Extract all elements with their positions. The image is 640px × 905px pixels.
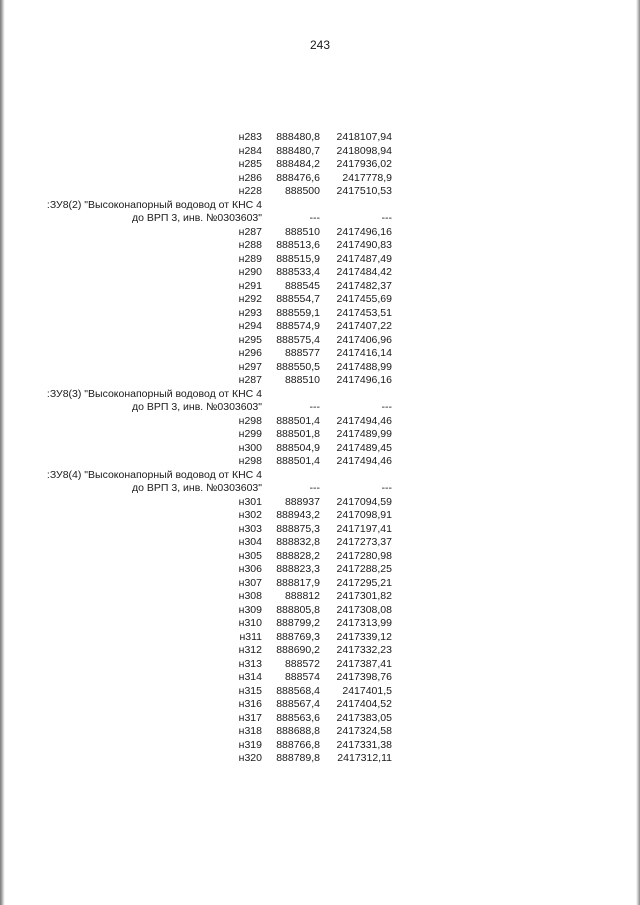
point-id: н289	[238, 252, 262, 265]
x-coordinate: 888545	[284, 279, 320, 292]
x-coordinate: 888510	[284, 225, 320, 238]
table-row	[0, 725, 640, 739]
point-id: н303	[238, 522, 262, 535]
y-coordinate: 2417490,83	[336, 239, 392, 251]
y-coordinate: 2417406,96	[336, 333, 392, 346]
point-id: н287	[238, 374, 262, 386]
point-id: н317	[238, 711, 262, 724]
y-coordinate: 2417936,02	[336, 158, 392, 170]
y-coordinate: 2417494,46	[336, 455, 392, 467]
point-id: н288	[238, 239, 262, 251]
y-coordinate: 2417404,52	[336, 698, 392, 710]
table-row	[0, 145, 640, 159]
y-coordinate: 2417098,91	[336, 509, 392, 521]
table-row	[0, 320, 640, 334]
point-id: н301	[238, 495, 262, 508]
section-title-row	[0, 482, 640, 496]
x-coordinate: 888504,9	[276, 441, 320, 454]
table-row	[0, 617, 640, 631]
table-row	[0, 253, 640, 267]
point-id: н291	[238, 279, 262, 292]
y-coordinate: 2417280,98	[336, 549, 392, 562]
y-coordinate: 2417339,12	[336, 630, 392, 643]
table-row	[0, 712, 640, 726]
section-title-row	[0, 388, 640, 402]
table-row	[0, 442, 640, 456]
point-id: н305	[238, 549, 262, 562]
x-coordinate: 888789,8	[276, 752, 320, 764]
point-id: н293	[238, 306, 262, 319]
section-title-continued: до ВРП 3, инв. №0303603"	[132, 482, 262, 494]
x-coordinate: 888513,6	[276, 239, 320, 251]
x-coordinate: 888563,6	[276, 711, 320, 724]
y-coordinate: 2417494,46	[336, 414, 392, 427]
table-row	[0, 455, 640, 469]
point-id: н309	[238, 603, 262, 616]
point-id: н292	[238, 293, 262, 305]
y-coordinate: 2417489,99	[336, 428, 392, 440]
section-title-row	[0, 199, 640, 213]
table-row	[0, 266, 640, 280]
point-id: н310	[238, 617, 262, 629]
x-coordinate: 888832,8	[276, 536, 320, 548]
table-row	[0, 752, 640, 766]
point-id: н285	[238, 158, 262, 170]
y-coordinate: 2417094,59	[336, 495, 392, 508]
point-id: н297	[238, 360, 262, 373]
x-placeholder: ---	[309, 482, 320, 494]
x-coordinate: 888515,9	[276, 252, 320, 265]
point-id: н299	[238, 428, 262, 440]
y-placeholder: ---	[381, 212, 392, 224]
y-coordinate: 2417484,42	[336, 266, 392, 278]
y-coordinate: 2417489,45	[336, 441, 392, 454]
y-coordinate: 2417197,41	[336, 522, 392, 535]
table-row	[0, 158, 640, 172]
section-title: :ЗУ8(3) "Высоконапорный водовод от КНС 4	[46, 387, 262, 400]
table-row	[0, 415, 640, 429]
x-coordinate: 888572	[284, 657, 320, 670]
point-id: н306	[238, 563, 262, 575]
x-coordinate: 888875,3	[276, 522, 320, 535]
y-coordinate: 2418098,94	[336, 144, 392, 157]
section-title: :ЗУ8(4) "Высоконапорный водовод от КНС 4	[46, 468, 262, 481]
point-id: н290	[238, 266, 262, 278]
y-coordinate: 2417510,53	[336, 185, 392, 197]
x-coordinate: 888480,8	[276, 131, 320, 143]
y-coordinate: 2417488,99	[336, 360, 392, 373]
point-id: н316	[238, 698, 262, 710]
point-id: н315	[238, 684, 262, 697]
point-id: н295	[238, 333, 262, 346]
table-row	[0, 509, 640, 523]
point-id: н302	[238, 509, 262, 521]
table-row	[0, 361, 640, 375]
section-title-continued: до ВРП 3, инв. №0303603"	[132, 401, 262, 413]
table-row	[0, 685, 640, 699]
x-coordinate: 888533,4	[276, 266, 320, 278]
point-id: н312	[238, 644, 262, 656]
table-row	[0, 604, 640, 618]
y-placeholder: ---	[381, 401, 392, 413]
x-coordinate: 888574	[284, 671, 320, 683]
table-row	[0, 307, 640, 321]
y-coordinate: 2417301,82	[336, 590, 392, 602]
x-coordinate: 888799,2	[276, 617, 320, 629]
table-row	[0, 239, 640, 253]
coordinates-table	[0, 131, 640, 766]
y-coordinate: 2417313,99	[336, 617, 392, 629]
point-id: н318	[238, 725, 262, 737]
y-coordinate: 2417455,69	[336, 293, 392, 305]
y-coordinate: 2417295,21	[336, 576, 392, 589]
x-coordinate: 888501,4	[276, 455, 320, 467]
table-row	[0, 131, 640, 145]
table-row	[0, 496, 640, 510]
table-row	[0, 347, 640, 361]
x-coordinate: 888817,9	[276, 576, 320, 589]
point-id: н320	[238, 752, 262, 764]
y-coordinate: 2417453,51	[336, 306, 392, 319]
x-coordinate: 888574,9	[276, 320, 320, 332]
y-coordinate: 2417496,16	[336, 374, 392, 386]
x-coordinate: 888943,2	[276, 509, 320, 521]
x-coordinate: 888690,2	[276, 644, 320, 656]
table-row	[0, 428, 640, 442]
table-row	[0, 577, 640, 591]
table-row	[0, 671, 640, 685]
x-coordinate: 888500	[284, 185, 320, 197]
y-coordinate: 2417487,49	[336, 252, 392, 265]
table-row	[0, 644, 640, 658]
y-coordinate: 2417401,5	[342, 684, 392, 697]
table-row	[0, 523, 640, 537]
point-id: н284	[238, 144, 262, 157]
x-coordinate: 888501,8	[276, 428, 320, 440]
section-title-continued: до ВРП 3, инв. №0303603"	[132, 212, 262, 224]
point-id: н307	[238, 576, 262, 589]
table-row	[0, 550, 640, 564]
x-coordinate: 888769,3	[276, 630, 320, 643]
x-coordinate: 888575,4	[276, 333, 320, 346]
y-coordinate: 2417312,11	[337, 752, 392, 764]
x-placeholder: ---	[309, 212, 320, 224]
y-coordinate: 2417288,25	[336, 563, 392, 575]
point-id: н300	[238, 441, 262, 454]
table-row	[0, 374, 640, 388]
y-coordinate: 2417407,22	[336, 320, 392, 332]
x-coordinate: 888805,8	[276, 603, 320, 616]
table-row	[0, 658, 640, 672]
x-coordinate: 888484,2	[276, 158, 320, 170]
x-coordinate: 888554,7	[276, 293, 320, 305]
y-coordinate: 2417324,58	[336, 725, 392, 737]
table-row	[0, 280, 640, 294]
y-coordinate: 2417383,05	[336, 711, 392, 724]
y-coordinate: 2417496,16	[336, 225, 392, 238]
point-id: н296	[238, 347, 262, 359]
y-coordinate: 2417398,76	[336, 671, 392, 683]
section-title-row	[0, 401, 640, 415]
x-placeholder: ---	[309, 401, 320, 413]
point-id: н314	[238, 671, 262, 683]
y-coordinate: 2417482,37	[336, 279, 392, 292]
x-coordinate: 888937	[284, 495, 320, 508]
point-id: н311	[239, 630, 262, 643]
x-coordinate: 888510	[284, 374, 320, 386]
point-id: н308	[238, 590, 262, 602]
section-title-row	[0, 212, 640, 226]
y-coordinate: 2417778,9	[342, 171, 392, 184]
y-coordinate: 2418107,94	[336, 131, 392, 143]
point-id: н298	[238, 414, 262, 427]
y-coordinate: 2417308,08	[336, 603, 392, 616]
table-row	[0, 334, 640, 348]
page-number: 243	[309, 38, 331, 52]
y-coordinate: 2417331,38	[336, 738, 392, 751]
point-id: н313	[238, 657, 262, 670]
x-coordinate: 888828,2	[276, 549, 320, 562]
point-id: н298	[238, 455, 262, 467]
table-row	[0, 226, 640, 240]
table-row	[0, 185, 640, 199]
point-id: н319	[238, 738, 262, 751]
point-id: н304	[238, 536, 262, 548]
point-id: н286	[238, 171, 262, 184]
table-row	[0, 293, 640, 307]
x-coordinate: 888823,3	[276, 563, 320, 575]
table-row	[0, 739, 640, 753]
table-row	[0, 563, 640, 577]
x-coordinate: 888577	[284, 347, 320, 359]
table-row	[0, 631, 640, 645]
x-coordinate: 888501,4	[276, 414, 320, 427]
y-placeholder: ---	[381, 482, 392, 494]
x-coordinate: 888766,8	[276, 738, 320, 751]
table-row	[0, 172, 640, 186]
point-id: н287	[238, 225, 262, 238]
y-coordinate: 2417273,37	[336, 536, 392, 548]
section-title: :ЗУ8(2) "Высоконапорный водовод от КНС 4	[46, 198, 262, 211]
x-coordinate: 888550,5	[276, 360, 320, 373]
y-coordinate: 2417416,14	[336, 347, 392, 359]
x-coordinate: 888812	[284, 590, 320, 602]
x-coordinate: 888480,7	[276, 144, 320, 157]
x-coordinate: 888688,8	[276, 725, 320, 737]
section-title-row	[0, 469, 640, 483]
x-coordinate: 888559,1	[276, 306, 320, 319]
point-id: н228	[238, 185, 262, 197]
table-row	[0, 698, 640, 712]
y-coordinate: 2417332,23	[336, 644, 392, 656]
x-coordinate: 888476,6	[276, 171, 320, 184]
y-coordinate: 2417387,41	[336, 657, 392, 670]
x-coordinate: 888567,4	[276, 698, 320, 710]
point-id: н294	[238, 320, 262, 332]
table-row	[0, 590, 640, 604]
table-row	[0, 536, 640, 550]
point-id: н283	[238, 131, 262, 143]
x-coordinate: 888568,4	[276, 684, 320, 697]
